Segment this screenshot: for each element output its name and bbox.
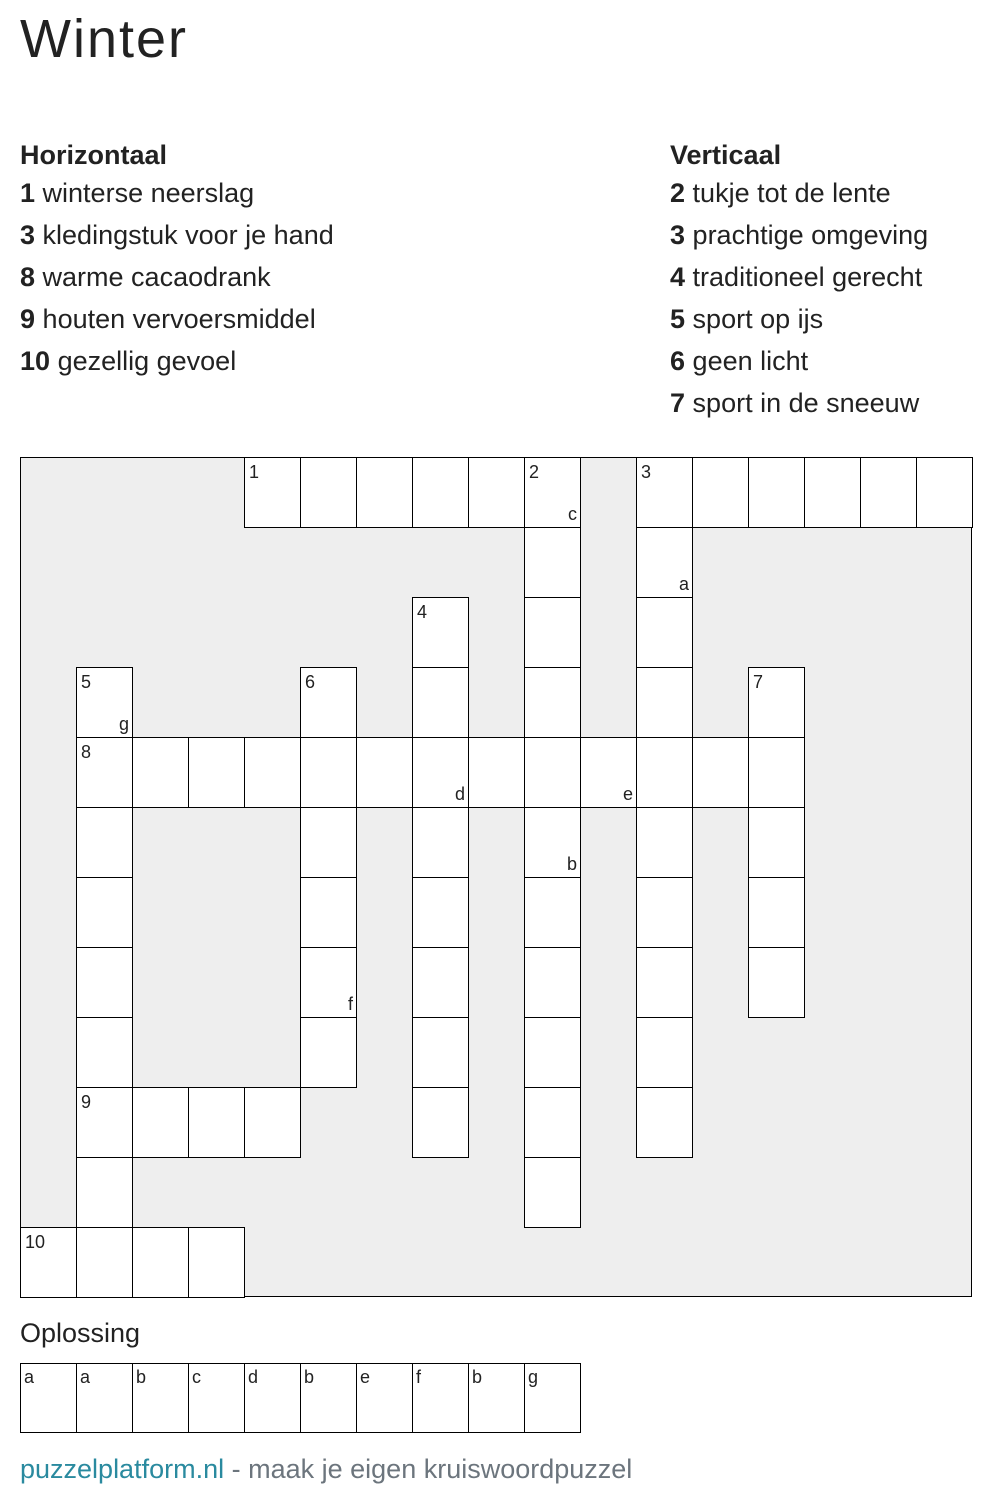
grid-cell[interactable] bbox=[300, 877, 357, 948]
clue-number: 4 bbox=[670, 262, 686, 292]
clue-text: winterse neerslag bbox=[42, 178, 255, 208]
down-heading: Verticaal bbox=[670, 140, 782, 170]
grid-cell[interactable] bbox=[244, 457, 301, 528]
grid-cell[interactable] bbox=[244, 1087, 301, 1158]
solution-letter-marker: b bbox=[566, 854, 577, 874]
grid-cell[interactable] bbox=[412, 1017, 469, 1088]
solution-cell-letter: a bbox=[24, 1367, 35, 1387]
solution-cell-letter: e bbox=[360, 1367, 371, 1387]
grid-cell[interactable] bbox=[636, 877, 693, 948]
clue-item bbox=[670, 256, 928, 298]
solution-cell-letter: b bbox=[136, 1367, 147, 1387]
solution-cell-letter: f bbox=[416, 1367, 422, 1387]
solution-cell-letter: c bbox=[192, 1367, 201, 1387]
grid-cell[interactable] bbox=[636, 597, 693, 668]
clue-number: 5 bbox=[670, 304, 686, 334]
cell-number: 9 bbox=[81, 1092, 92, 1112]
grid-cell[interactable] bbox=[748, 877, 805, 948]
grid-cell[interactable] bbox=[524, 667, 581, 738]
grid-cell[interactable] bbox=[76, 737, 133, 808]
grid-cell[interactable] bbox=[636, 667, 693, 738]
grid-cell[interactable] bbox=[244, 737, 301, 808]
grid-cell[interactable] bbox=[412, 737, 469, 808]
grid-cell[interactable] bbox=[412, 457, 469, 528]
grid-cell[interactable] bbox=[636, 1017, 693, 1088]
solution-cell[interactable] bbox=[132, 1363, 189, 1433]
solution-cell[interactable] bbox=[244, 1363, 301, 1433]
grid-cell[interactable] bbox=[76, 1157, 133, 1228]
grid-cell[interactable] bbox=[188, 737, 245, 808]
grid-cell[interactable] bbox=[636, 947, 693, 1018]
across-heading: Horizontaal bbox=[20, 140, 168, 170]
grid-cell[interactable] bbox=[524, 877, 581, 948]
grid-cell[interactable] bbox=[300, 667, 357, 738]
solution-letter-marker: f bbox=[347, 994, 353, 1014]
solution-cell-letter: a bbox=[80, 1367, 91, 1387]
grid-cell[interactable] bbox=[132, 1087, 189, 1158]
cell-number: 3 bbox=[641, 462, 652, 482]
clue-text: traditioneel gerecht bbox=[692, 262, 923, 292]
grid-cell[interactable] bbox=[76, 667, 133, 738]
grid-cell[interactable] bbox=[636, 457, 693, 528]
grid-cell[interactable] bbox=[748, 667, 805, 738]
solution-cell[interactable] bbox=[188, 1363, 245, 1433]
clue-text: kledingstuk voor je hand bbox=[42, 220, 334, 250]
grid-cell[interactable] bbox=[636, 807, 693, 878]
grid-cell[interactable] bbox=[524, 597, 581, 668]
grid-cell[interactable] bbox=[524, 1157, 581, 1228]
solution-heading: Oplossing bbox=[20, 1318, 141, 1348]
grid-cell[interactable] bbox=[748, 737, 805, 808]
cell-number: 6 bbox=[305, 672, 316, 692]
grid-cell[interactable] bbox=[300, 457, 357, 528]
clue-item bbox=[20, 214, 334, 256]
grid-cell[interactable] bbox=[916, 457, 973, 528]
grid-cell[interactable] bbox=[412, 667, 469, 738]
clue-item bbox=[670, 172, 928, 214]
grid-cell[interactable] bbox=[412, 947, 469, 1018]
grid-cell[interactable] bbox=[748, 947, 805, 1018]
clue-number: 1 bbox=[20, 178, 36, 208]
grid-cell[interactable] bbox=[636, 527, 693, 598]
grid-cell[interactable] bbox=[692, 737, 749, 808]
grid-cell[interactable] bbox=[468, 457, 525, 528]
solution-cell[interactable] bbox=[76, 1363, 133, 1433]
cell-number: 10 bbox=[25, 1232, 46, 1252]
grid-cell[interactable] bbox=[76, 877, 133, 948]
clue-number: 3 bbox=[20, 220, 36, 250]
solution-cell[interactable] bbox=[20, 1363, 77, 1433]
grid-cell[interactable] bbox=[692, 457, 749, 528]
crossword-grid bbox=[20, 457, 972, 1297]
grid-cell[interactable] bbox=[524, 1017, 581, 1088]
grid-cell[interactable] bbox=[188, 1087, 245, 1158]
grid-cell[interactable] bbox=[20, 1227, 77, 1298]
grid-cell[interactable] bbox=[356, 737, 413, 808]
clue-text: geen licht bbox=[692, 346, 809, 376]
grid-cell[interactable] bbox=[76, 1087, 133, 1158]
solution-cell-letter: d bbox=[248, 1367, 259, 1387]
clue-number: 2 bbox=[670, 178, 686, 208]
grid-cell[interactable] bbox=[412, 1087, 469, 1158]
clue-item bbox=[670, 340, 928, 382]
clue-text: prachtige omgeving bbox=[692, 220, 929, 250]
down-clues bbox=[670, 138, 928, 424]
solution-cell[interactable] bbox=[356, 1363, 413, 1433]
grid-cell[interactable] bbox=[76, 947, 133, 1018]
clue-text: sport op ijs bbox=[692, 304, 824, 334]
clue-text: houten vervoersmiddel bbox=[42, 304, 316, 334]
clue-text: sport in de sneeuw bbox=[692, 388, 920, 418]
grid-cell[interactable] bbox=[580, 737, 637, 808]
solution-letter-marker: d bbox=[454, 784, 465, 804]
grid-cell[interactable] bbox=[468, 737, 525, 808]
solution-letter-marker: g bbox=[118, 714, 129, 734]
clue-item bbox=[670, 298, 928, 340]
solution-letter-marker: c bbox=[568, 504, 577, 524]
grid-cell[interactable] bbox=[76, 1017, 133, 1088]
cell-number: 2 bbox=[529, 462, 540, 482]
cell-number: 8 bbox=[81, 742, 92, 762]
clue-item bbox=[20, 298, 334, 340]
solution-cell[interactable] bbox=[468, 1363, 525, 1433]
clue-item bbox=[20, 340, 334, 382]
solution-letter-marker: a bbox=[678, 574, 689, 594]
clue-text: warme cacaodrank bbox=[42, 262, 271, 292]
grid-cell[interactable] bbox=[356, 457, 413, 528]
grid-cell[interactable] bbox=[860, 457, 917, 528]
clue-number: 8 bbox=[20, 262, 36, 292]
grid-cell[interactable] bbox=[748, 457, 805, 528]
clue-text: gezellig gevoel bbox=[57, 346, 237, 376]
grid-cell[interactable] bbox=[300, 1017, 357, 1088]
clue-item bbox=[20, 256, 334, 298]
grid-cell[interactable] bbox=[804, 457, 861, 528]
clue-number: 10 bbox=[20, 346, 51, 376]
grid-cell[interactable] bbox=[132, 737, 189, 808]
across-clues bbox=[20, 138, 334, 382]
grid-cell[interactable] bbox=[524, 737, 581, 808]
grid-cell[interactable] bbox=[524, 1087, 581, 1158]
solution-cell-letter: g bbox=[528, 1367, 539, 1387]
grid-cell[interactable] bbox=[524, 457, 581, 528]
clue-number: 9 bbox=[20, 304, 36, 334]
solution-cell-letter: b bbox=[472, 1367, 483, 1387]
solution-letter-marker: e bbox=[622, 784, 633, 804]
footer-text: - maak je eigen kruiswoordpuzzel bbox=[224, 1454, 633, 1484]
cell-number: 7 bbox=[753, 672, 764, 692]
cell-number: 4 bbox=[417, 602, 428, 622]
grid-cell[interactable] bbox=[188, 1227, 245, 1298]
grid-cell[interactable] bbox=[76, 807, 133, 878]
clue-text: tukje tot de lente bbox=[692, 178, 891, 208]
grid-cell[interactable] bbox=[524, 807, 581, 878]
grid-cell[interactable] bbox=[524, 527, 581, 598]
clue-item bbox=[20, 172, 334, 214]
grid-cell[interactable] bbox=[636, 737, 693, 808]
grid-cell[interactable] bbox=[748, 807, 805, 878]
grid-cell[interactable] bbox=[524, 947, 581, 1018]
solution-cell[interactable] bbox=[300, 1363, 357, 1433]
clue-item bbox=[670, 214, 928, 256]
clue-number: 3 bbox=[670, 220, 686, 250]
grid-cell[interactable] bbox=[132, 1227, 189, 1298]
clue-item bbox=[670, 382, 928, 424]
cell-number: 5 bbox=[81, 672, 92, 692]
cell-number: 1 bbox=[249, 462, 260, 482]
grid-cell[interactable] bbox=[300, 947, 357, 1018]
grid-cell[interactable] bbox=[412, 597, 469, 668]
footer bbox=[20, 1454, 632, 1485]
grid-cell[interactable] bbox=[636, 1087, 693, 1158]
solution-cell[interactable] bbox=[412, 1363, 469, 1433]
page-title: Winter bbox=[20, 9, 189, 69]
site-link[interactable]: puzzelplatform.nl bbox=[20, 1454, 225, 1484]
grid-cell[interactable] bbox=[412, 807, 469, 878]
grid-cell[interactable] bbox=[300, 737, 357, 808]
grid-cell[interactable] bbox=[76, 1227, 133, 1298]
grid-cell[interactable] bbox=[412, 877, 469, 948]
grid-cell[interactable] bbox=[300, 807, 357, 878]
clue-number: 7 bbox=[670, 388, 686, 418]
clue-number: 6 bbox=[670, 346, 686, 376]
solution-cell-letter: b bbox=[304, 1367, 315, 1387]
solution-cell[interactable] bbox=[524, 1363, 581, 1433]
